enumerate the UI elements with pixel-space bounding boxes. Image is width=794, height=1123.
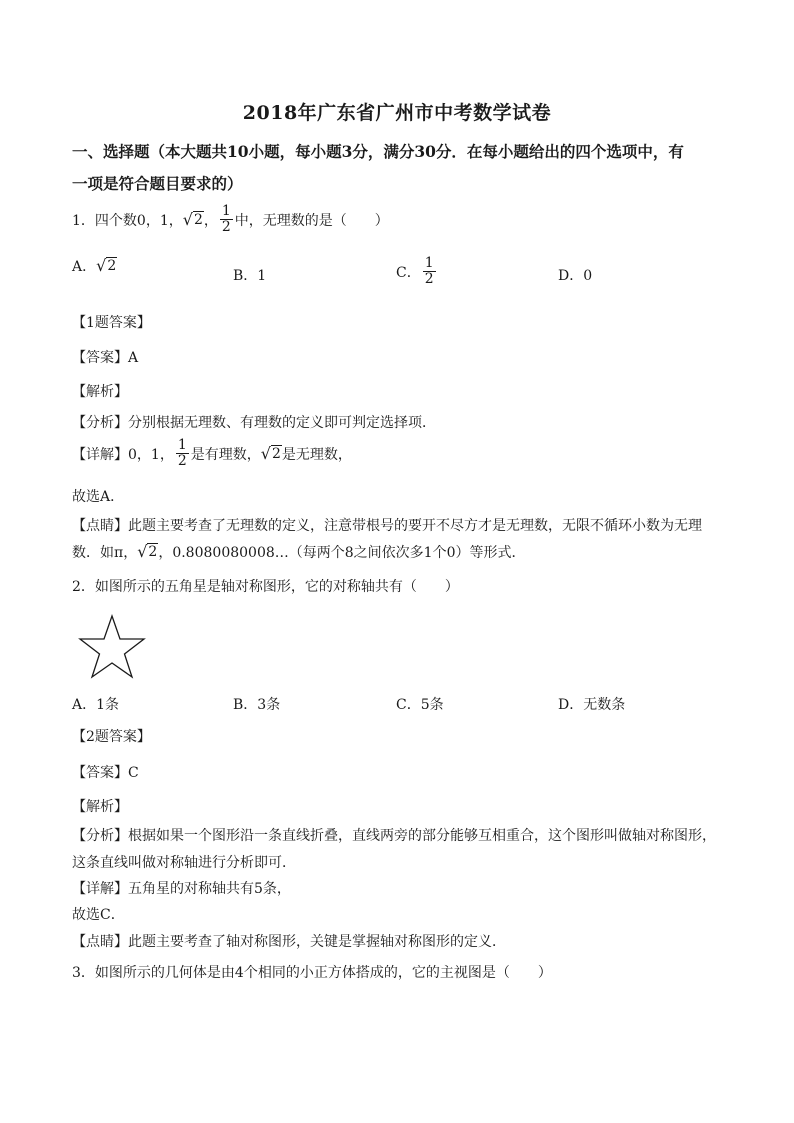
option-d: D．0 xyxy=(558,268,593,284)
five-point-star-figure xyxy=(78,614,146,684)
sqrt-2: √ 2 xyxy=(182,209,203,229)
q2-option-a: A．1条 xyxy=(72,697,120,713)
question-1 xyxy=(72,204,389,235)
option-c: C． $\frac{1}{2}$ xyxy=(396,255,434,287)
fenxi-2-line1: 【分析】根据如果一个图形沿一条直线折叠，直线两旁的部分能够互相重合，这个图形叫做轴对称图形， xyxy=(72,828,716,844)
sqrt-2: √ 2 xyxy=(137,542,158,561)
answer-line-1: 【答案】A xyxy=(72,350,139,366)
sqrt-2: √ 2 xyxy=(260,443,281,463)
answer-line-2: 【答案】C xyxy=(72,765,139,781)
fraction-one-half: $\frac{1}{2}$ xyxy=(424,255,434,287)
analysis-tag-2: 【解析】 xyxy=(72,799,128,815)
fraction-one-half: $\frac{1}{2}$ xyxy=(221,203,231,235)
dianjing-2: 【点睛】此题主要考查了轴对称图形，关键是掌握轴对称图形的定义． xyxy=(72,934,506,950)
section-heading-line1: 一、选择题（本大题共10小题，每小题3分，满分30分．在每小题给出的四个选项中，有 xyxy=(72,142,684,161)
question-1-suffix: 中，无理数的是（ ） xyxy=(234,212,389,229)
choose-2: 故选C． xyxy=(72,907,125,923)
option-a: A． √ 2 xyxy=(72,256,117,275)
question-1-prefix: 1．四个数0，1， xyxy=(72,212,183,229)
q2-option-b: B．3条 xyxy=(233,697,281,713)
answer-header-2: 【2题答案】 xyxy=(72,729,151,745)
fenxi-1: 【分析】分别根据无理数、有理数的定义即可判定选择项． xyxy=(72,415,436,431)
sqrt-2: √ 2 xyxy=(96,256,117,275)
q2-option-c: C．5条 xyxy=(396,697,444,713)
section-heading-line2: 一项是符合题目要求的） xyxy=(72,174,243,193)
dianjing-1-line1: 【点睛】此题主要考查了无理数的定义，注意带根号的要开不尽方才是无理数，无限不循环小数为无理 xyxy=(72,518,702,534)
dianjing-1-line2: 数．如π， √ 2 ，0.8080080008…（每两个8之间依次多1个0）等形式． xyxy=(72,542,526,561)
question-1-sep: ， xyxy=(203,212,218,229)
star-icon xyxy=(78,614,146,680)
choose-1: 故选A． xyxy=(72,489,125,505)
page-title: 2018年广东省广州市中考数学试卷 xyxy=(242,102,552,124)
q2-option-d: D．无数条 xyxy=(558,697,626,713)
question-3: 3．如图所示的几何体是由4个相同的小正方体搭成的，它的主视图是（ ） xyxy=(72,965,552,981)
answer-header-1: 【1题答案】 xyxy=(72,315,151,331)
question-2: 2．如图所示的五角星是轴对称图形，它的对称轴共有（ ） xyxy=(72,579,459,595)
analysis-tag-1: 【解析】 xyxy=(72,384,128,400)
xiangjie-2: 【详解】五角星的对称轴共有5条， xyxy=(72,881,291,897)
fraction-one-half: $\frac{1}{2}$ xyxy=(177,437,187,469)
fenxi-2-line2: 这条直线叫做对称轴进行分析即可． xyxy=(72,855,296,871)
xiangjie-1: 【详解】 0，1， $\frac{1}{2}$ 是有理数， √ 2 是无理数， xyxy=(72,437,352,469)
option-b: B．1 xyxy=(233,268,267,284)
